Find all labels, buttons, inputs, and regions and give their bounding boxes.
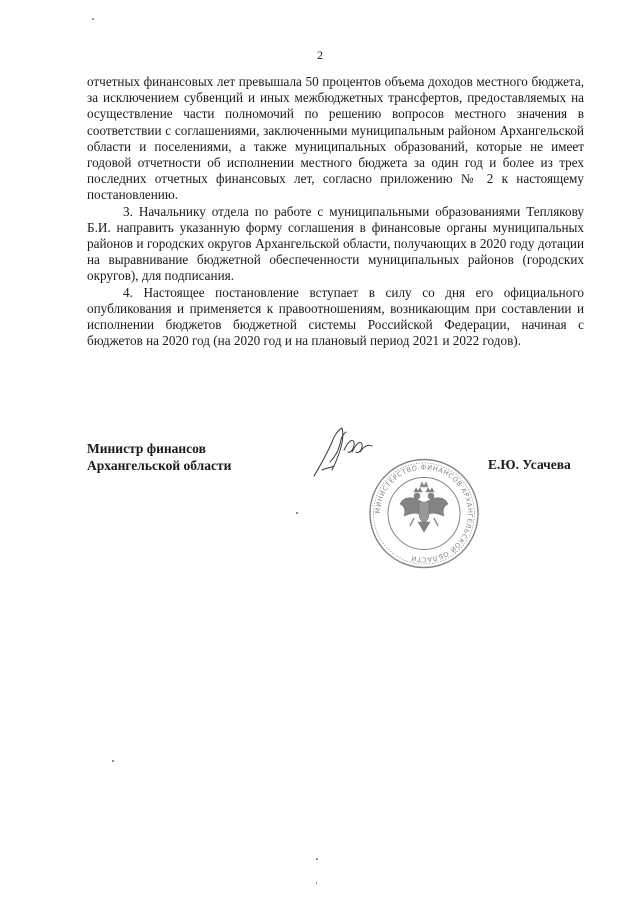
signatory-name: Е.Ю. Усачева bbox=[488, 457, 571, 472]
scan-speck bbox=[316, 858, 318, 860]
double-headed-eagle-emblem-icon bbox=[400, 482, 448, 532]
page-number: 2 bbox=[317, 48, 323, 62]
signatory-position-line1: Министр финансов bbox=[87, 441, 206, 456]
official-seal-stamp bbox=[368, 456, 480, 571]
scan-speck bbox=[112, 760, 114, 762]
body-text bbox=[87, 74, 584, 349]
signatory-position-line2: Архангельской области bbox=[87, 458, 232, 473]
scan-speck bbox=[92, 18, 94, 20]
paragraph-item-3: 3. Начальнику отдела по работе с муниципальными образованиями Теплякову Б.И. направить указанную форму соглашения в финансовые органы муниципальных районов и городских округов Архангельской области, получающих в 2020 году дотации на выравнивание бюджетной обеспеченности муниципальных районов (городских округов), для подписания. bbox=[87, 203, 584, 284]
seal-ring-text: МИНИСТЕРСТВО ФИНАНСОВ АРХАНГЕЛЬСКОЙ ОБЛАСТИ bbox=[373, 463, 475, 564]
paragraph-item-4: 4. Настоящее постановление вступает в силу со дня его официального опубликования и применяется к правоотношениям, возникающим при составлении и исполнении бюджетов бюджетной системы Российской Федерации, начиная с бюджетов на 2020 год (на 2020 год и на плановый период 2021 и 2022 годов). bbox=[87, 284, 584, 349]
paragraph-continuation: отчетных финансовых лет превышала 50 процентов объема доходов местного бюджета, за исключением субвенций и иных межбюджетных трансфертов, предоставляемых на осуществление части полномочий по решению вопросов местного значения в соответствии с соглашениями, заключенными муниципальным районом Архангельской области и поселениями, а также муниципальных образований, которые не имеет годовой отчетности об исполнении местного бюджета за один год и более из трех последних отчетных финансовых лет, согласно приложению № 2 к настоящему постановлению. bbox=[87, 74, 584, 203]
signatory-position bbox=[87, 440, 231, 474]
scan-speck bbox=[316, 882, 317, 884]
scan-speck bbox=[296, 512, 298, 514]
